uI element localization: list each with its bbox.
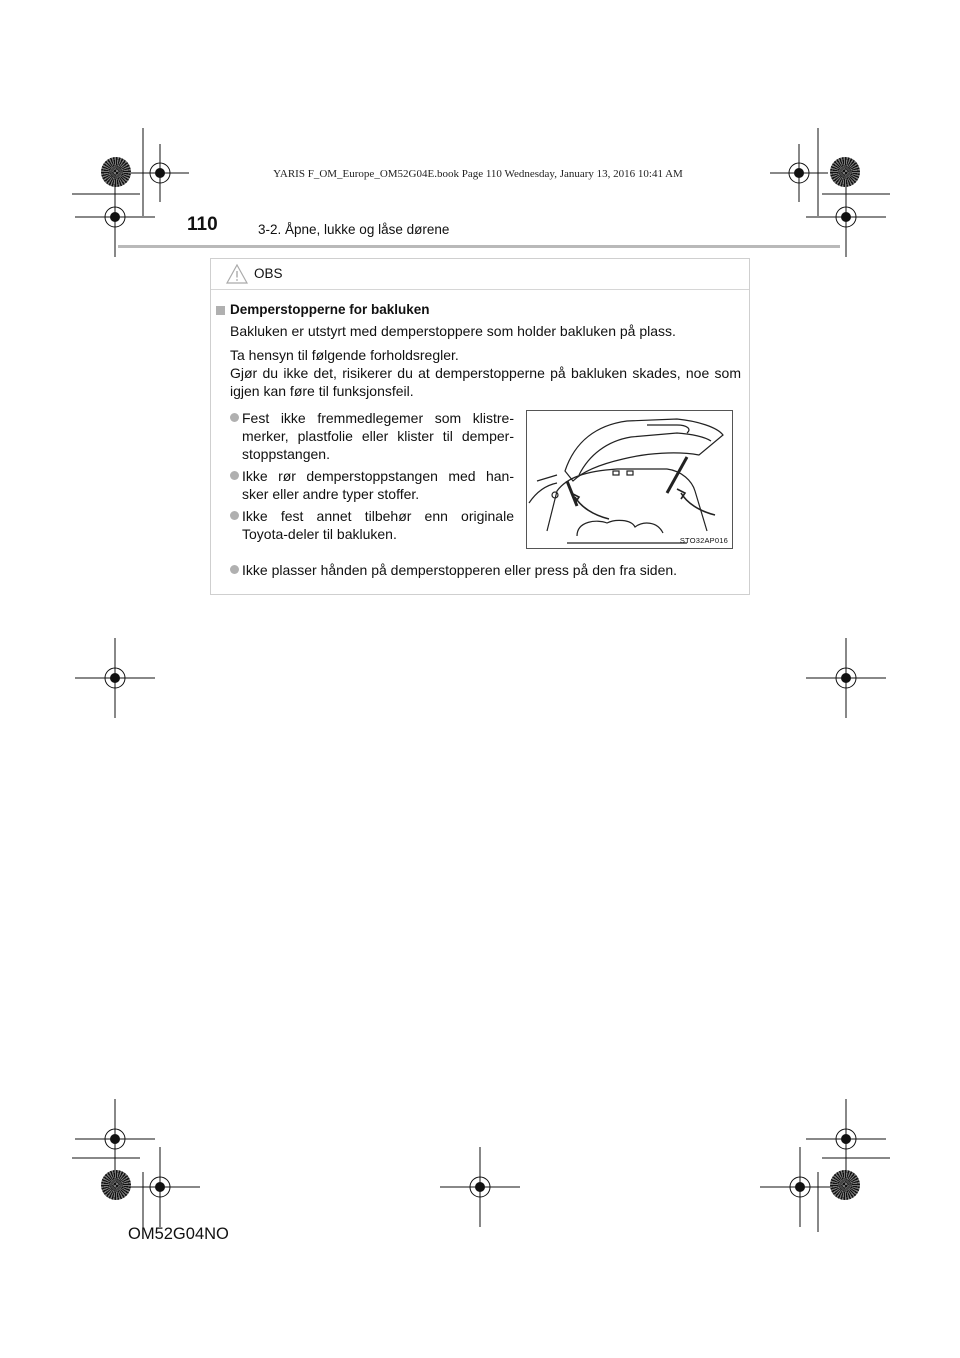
header-rule <box>118 245 840 248</box>
list-item: Ikke plasser hånden på demperstopperen eller press på den fra siden. <box>242 562 678 578</box>
print-header: YARIS F_OM_Europe_OM52G04E.book Page 110 Wednesday, January 13, 2016 10:41 AM <box>273 168 683 180</box>
list-item: Ikke fest annet tilbehør enn originale Toyota-deler til bakluken. <box>242 508 514 542</box>
registration-mark-icon <box>440 1147 520 1227</box>
page-number: 110 <box>187 214 218 235</box>
registration-mark-icon <box>806 638 886 718</box>
notice-para-2-line-2: Gjør du ikke det, risikerer du at demperstopperne på bakluken skades, noe som igjen kan føre til funksjonsfeil. <box>230 365 741 399</box>
list-item: Fest ikke fremmedlegemer som klistre-merker, plastfolie eller klister til demper-stoppstangen. <box>242 410 514 462</box>
registration-mark-icon <box>75 638 155 718</box>
registration-mark-icon <box>760 1147 840 1227</box>
bullet-dot-icon <box>230 471 239 480</box>
list-item: Ikke rør demperstoppstangen med han-sker eller andre typer stoffer. <box>242 468 514 502</box>
notice-label: OBS <box>254 266 283 281</box>
notice-heading: Demperstopperne for bakluken <box>230 302 430 317</box>
starburst-disc-icon <box>830 1170 860 1200</box>
bullet-dot-icon <box>230 413 239 422</box>
footer-code: OM52G04NO <box>128 1225 229 1243</box>
notice-box <box>210 258 750 595</box>
notice-para-2-line-1: Ta hensyn til følgende forholdsregler. <box>230 347 459 363</box>
section-title: 3-2. Åpne, lukke og låse dørene <box>258 222 450 237</box>
notice-para-1: Bakluken er utstyrt med demperstoppere som holder bakluken på plass. <box>230 323 676 339</box>
tailgate-illustration <box>526 410 733 549</box>
bullet-dot-icon <box>230 565 239 574</box>
registration-mark-icon <box>120 1147 200 1227</box>
starburst-disc-icon <box>101 1170 131 1200</box>
square-bullet-icon <box>216 306 225 315</box>
warning-triangle-icon <box>226 263 248 285</box>
tailgate-damper-illustration-icon <box>527 411 733 549</box>
figure-code: STO32AP016 <box>679 536 728 545</box>
bullet-dot-icon <box>230 511 239 520</box>
notice-header <box>211 259 749 290</box>
